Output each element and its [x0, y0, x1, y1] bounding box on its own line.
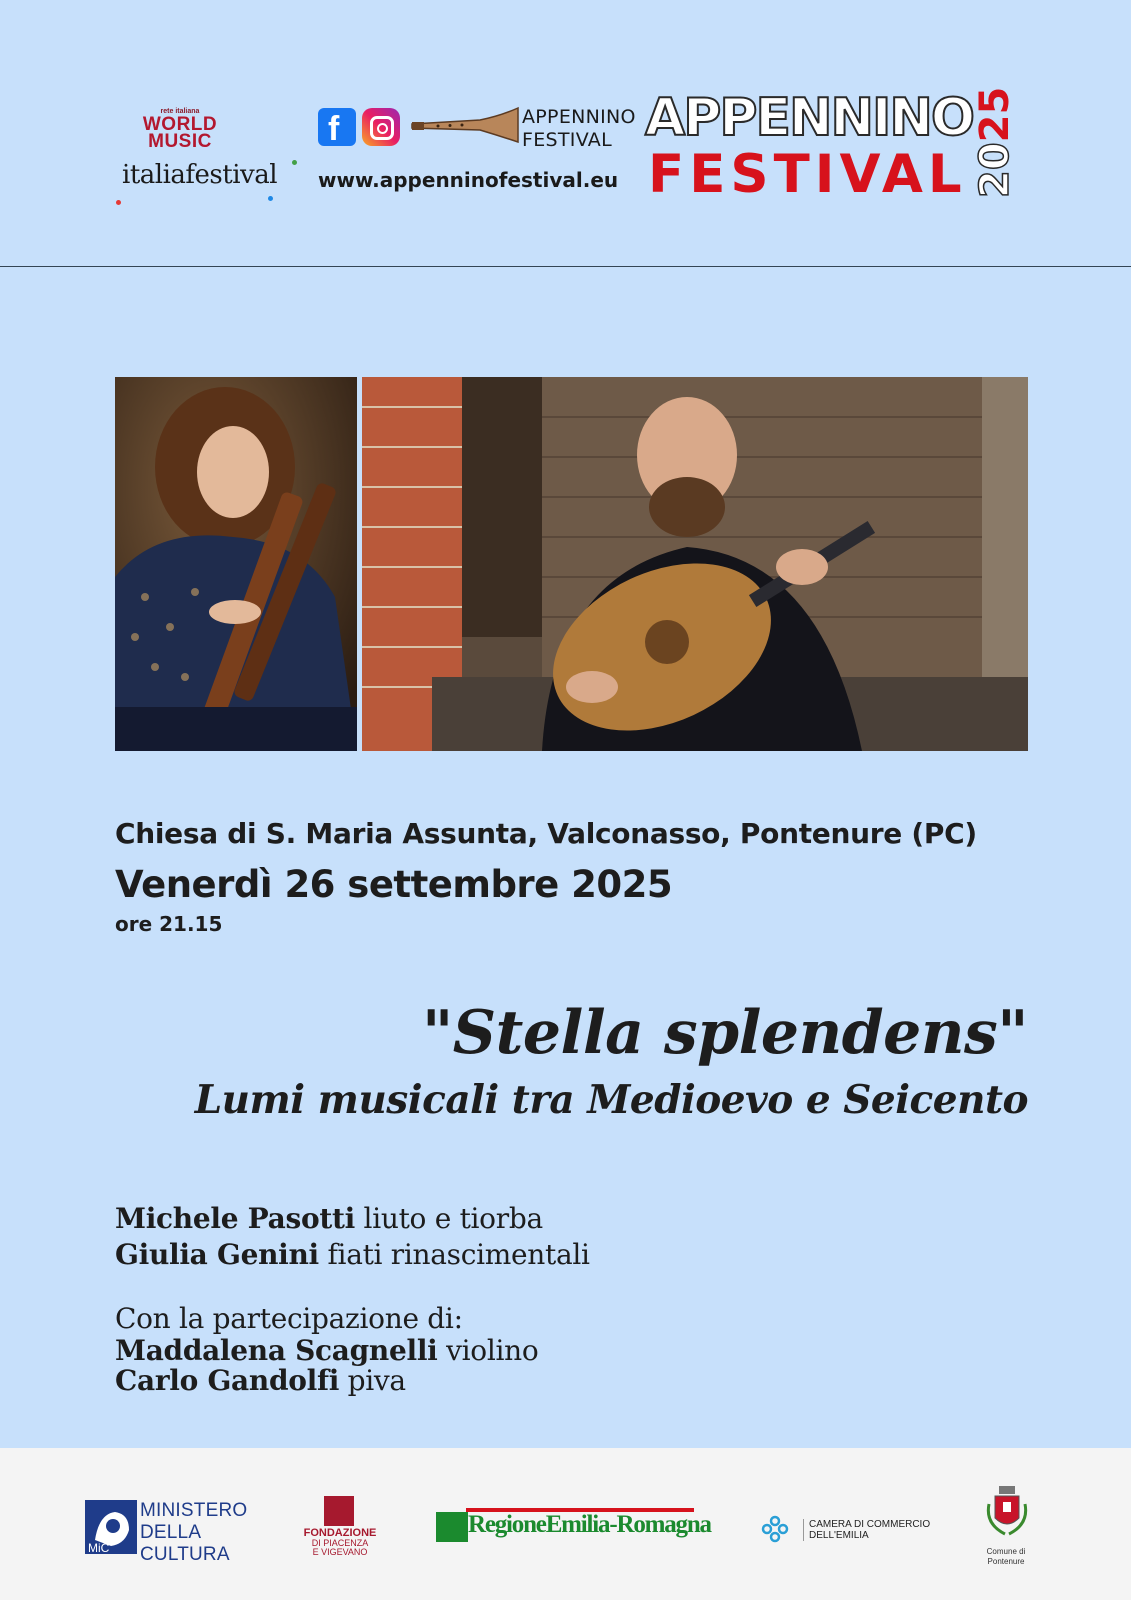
year-second-half: 25: [972, 86, 1018, 143]
horn-icon: [410, 106, 520, 146]
regione-logo: [436, 1508, 711, 1546]
comune-line: Pontenure: [987, 1557, 1025, 1566]
guest-line: [115, 1334, 538, 1367]
logo-dot: [116, 200, 121, 205]
performer-line: [115, 1238, 590, 1271]
ministero-line: DELLA: [140, 1522, 202, 1543]
small-appennino: APPENNINO: [522, 106, 636, 128]
logo-dot: [292, 160, 297, 165]
photo-michele-pasotti: [362, 377, 1028, 751]
event-time: ore 21.15: [115, 912, 223, 936]
comune-crest-icon: [985, 1484, 1029, 1546]
italiafestival-logo: italiafestival: [122, 160, 277, 190]
fondazione-sub: E VIGEVANO: [312, 1547, 368, 1557]
world-music-logo: [135, 108, 225, 150]
music-label: MUSIC: [148, 131, 212, 152]
performer-name: Michele Pasotti: [115, 1202, 355, 1235]
instagram-icon[interactable]: [362, 108, 400, 146]
concert-title: "Stella splendens": [422, 998, 1028, 1068]
fondazione-logo: [294, 1528, 386, 1557]
logo-dot: [268, 196, 273, 201]
small-festival-logo: [522, 106, 636, 152]
regione-name: RegioneEmilia-Romagna: [468, 1511, 711, 1538]
mic-logo-icon: [85, 1500, 137, 1554]
camera-commercio-icon: [760, 1514, 790, 1544]
guest-role: piva: [339, 1364, 406, 1397]
festival-title: FESTIVAL: [648, 144, 967, 205]
appennino-title: APPENNINO: [645, 88, 974, 148]
camera-commercio-logo: [803, 1519, 930, 1541]
performer-role: fiati rinascimentali: [318, 1238, 590, 1271]
guest-role: violino: [437, 1334, 539, 1367]
venue: Chiesa di S. Maria Assunta, Valconasso, Pontenure (PC): [115, 817, 977, 850]
guest-name: Carlo Gandolfi: [115, 1364, 340, 1397]
concert-subtitle: Lumi musicali tra Medioevo e Seicento: [194, 1077, 1028, 1123]
ministero-line: CULTURA: [140, 1544, 230, 1565]
participation-label: Con la partecipazione di:: [115, 1302, 463, 1335]
fondazione-icon: [324, 1496, 354, 1526]
ministero-line: MINISTERO: [140, 1500, 248, 1521]
year-badge: [972, 86, 1018, 198]
guest-name: Maddalena Scagnelli: [115, 1334, 438, 1367]
small-festival: FESTIVAL: [522, 129, 612, 151]
performer-role: liuto e tiorba: [354, 1202, 543, 1235]
facebook-icon[interactable]: f: [318, 108, 356, 146]
performer-line: [115, 1202, 543, 1235]
world-label: WORLD: [142, 114, 218, 135]
year-first-half: 20: [972, 142, 1018, 198]
mic-badge: MiC: [88, 1541, 110, 1555]
rete-label: rete italiana: [160, 108, 200, 115]
guest-line: [115, 1364, 406, 1397]
camera-line: CAMERA DI COMMERCIO: [809, 1519, 931, 1530]
regione-flag-icon: [436, 1512, 468, 1542]
camera-line: DELL'EMILIA: [809, 1530, 869, 1541]
fondazione-name: FONDAZIONE: [303, 1527, 377, 1539]
comune-line: Comune di: [986, 1547, 1026, 1556]
header-divider: [0, 266, 1131, 267]
svg-text:2025: [972, 87, 1018, 198]
website-link[interactable]: www.appenninofestival.eu: [318, 168, 619, 192]
ministero-logo: [140, 1500, 247, 1566]
event-date: Venerdì 26 settembre 2025: [115, 863, 673, 906]
fondazione-sub: DI PIACENZA: [311, 1538, 369, 1548]
performer-name: Giulia Genini: [115, 1238, 319, 1271]
comune-logo: [972, 1547, 1040, 1567]
photo-giulia-genini: [115, 377, 357, 751]
